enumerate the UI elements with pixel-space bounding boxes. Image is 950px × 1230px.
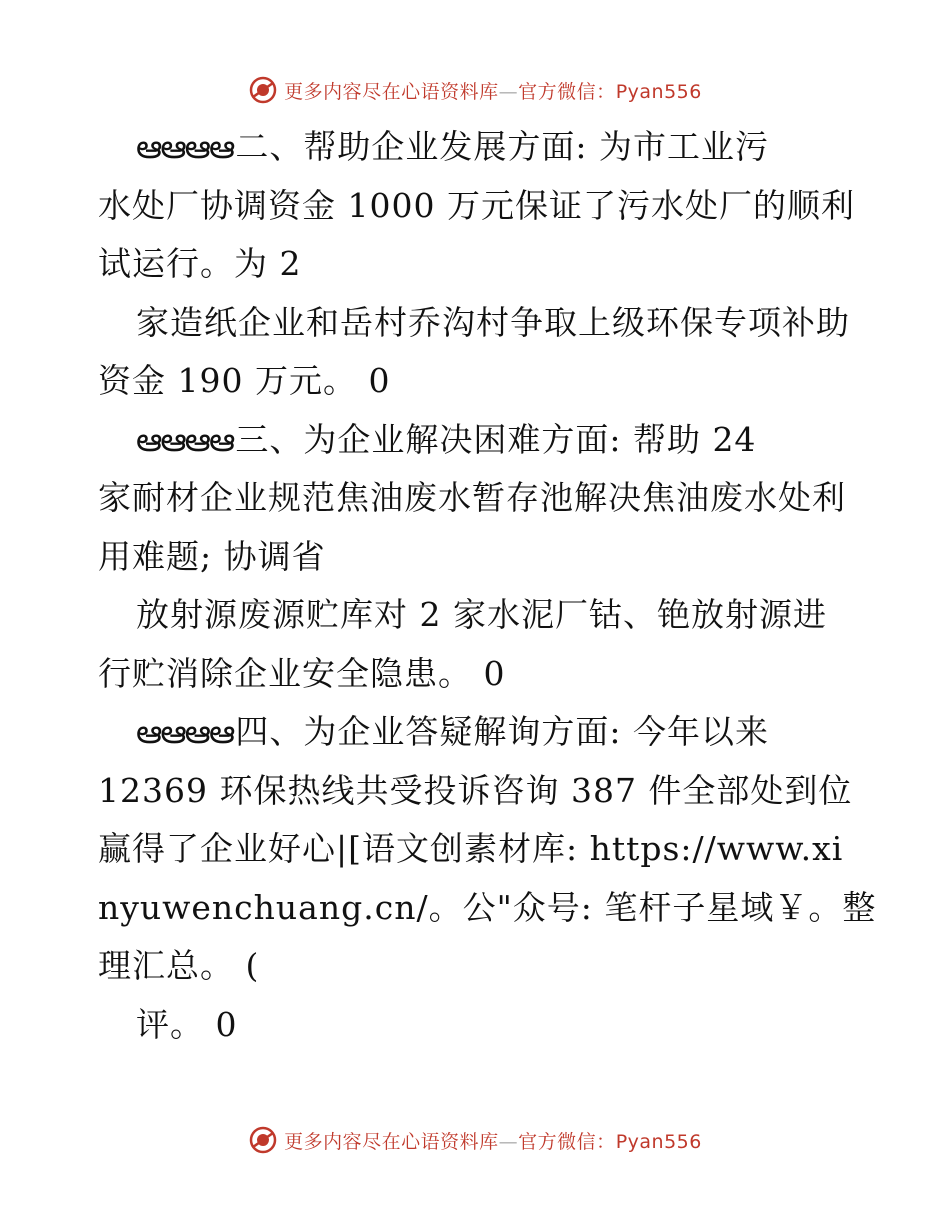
watermark-wechat-label: 官方微信： (518, 1130, 616, 1153)
text-line (98, 996, 858, 1055)
line-text: 理汇总。 ( (98, 946, 260, 985)
watermark-separator: — (498, 1130, 519, 1153)
text-line (98, 820, 858, 879)
line-text: 家耐材企业规范焦油废水暂存池解决焦油废水处利 (98, 478, 846, 517)
watermark-wechat-label: 官方微信： (518, 80, 616, 103)
text-line (98, 177, 858, 236)
text-line (98, 411, 858, 470)
line-text: 试运行。为 2 (98, 244, 302, 283)
watermark-handle: Pyan556 (615, 1130, 702, 1153)
footer-watermark (0, 1120, 950, 1160)
line-text: 家造纸企业和岳村乔沟村争取上级环保专项补助 (136, 302, 850, 342)
text-line (98, 235, 858, 294)
watermark-separator: — (498, 80, 519, 103)
text-line (98, 645, 858, 704)
document-body (98, 118, 877, 1054)
line-text: 评。 0 (136, 1004, 238, 1044)
text-line (98, 703, 858, 762)
watermark-brand: 更多内容尽在心语资料库 (284, 1130, 499, 1153)
decorative-bullet-icon: ఆఆఆఆ (136, 127, 234, 166)
line-text: nyuwenchuang.cn/。公"众号: 笔杆子星域￥。整 (98, 887, 877, 927)
line-text: 三、为企业解决困难方面: 帮助 24 (235, 419, 757, 459)
brand-logo-icon (248, 1125, 278, 1155)
decorative-bullet-icon: ఆఆఆఆ (136, 419, 234, 459)
decorative-bullet-icon: ఆఆఆఆ (136, 712, 234, 751)
watermark-handle: Pyan556 (615, 80, 702, 103)
text-line (98, 528, 858, 587)
watermark-brand: 更多内容尽在心语资料库 (284, 80, 499, 103)
line-text: 四、为企业答疑解询方面: 今年以来 (235, 712, 769, 751)
text-line (98, 586, 858, 645)
watermark-text (284, 1127, 702, 1154)
text-line (98, 352, 858, 411)
line-text: 用难题; 协调省 (98, 536, 326, 576)
line-text: 放射源废源贮库对 2 家水泥厂钴、铯放射源进 (136, 595, 827, 634)
line-text: 二、帮助企业发展方面: 为市工业污 (235, 127, 769, 166)
watermark-text (284, 77, 702, 104)
text-line (98, 879, 877, 938)
line-text: 赢得了企业好心|[语文创素材库: https://www.xi (98, 829, 844, 868)
brand-logo-icon (248, 75, 278, 105)
text-line (98, 762, 858, 821)
text-line (98, 118, 858, 177)
text-line (98, 294, 858, 353)
line-text: 资金 190 万元。 0 (98, 361, 391, 400)
text-line (98, 469, 858, 528)
header-watermark (0, 70, 950, 110)
line-text: 12369 环保热线共受投诉咨询 387 件全部处到位 (98, 770, 853, 810)
line-text: 水处厂协调资金 1000 万元保证了污水处厂的顺利 (98, 185, 855, 225)
line-text: 行贮消除企业安全隐患。 0 (98, 653, 506, 693)
text-line (98, 937, 858, 996)
